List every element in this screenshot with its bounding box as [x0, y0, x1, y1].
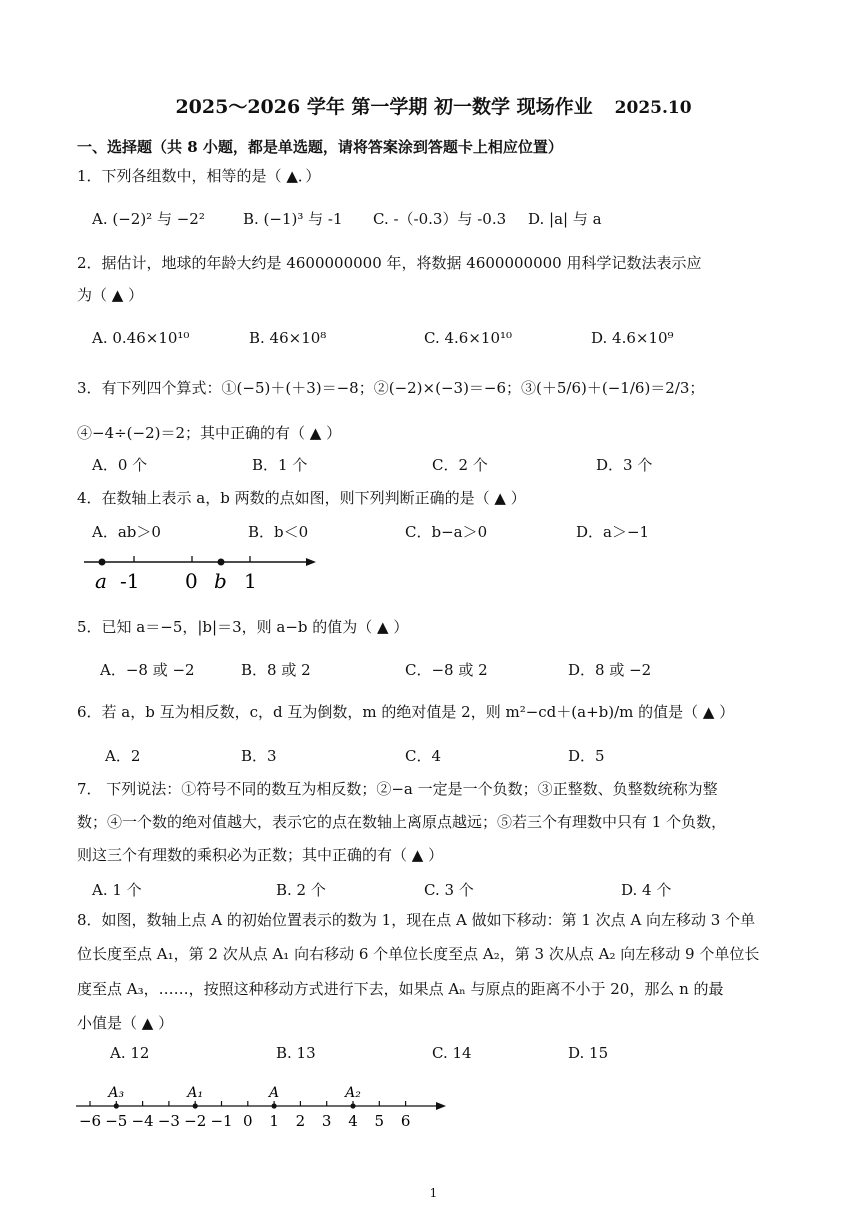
q4-point-a: [99, 559, 106, 566]
q6-option-d: D．5: [568, 747, 605, 765]
q4-option-a: A．ab＞0: [92, 523, 161, 541]
q8-tick-label: 6: [400, 1112, 411, 1130]
page-number: 1: [429, 1186, 438, 1200]
q8-tick-label: 3: [321, 1112, 332, 1130]
q3-option-a: A．0 个: [92, 456, 148, 474]
q2-option-b: B. 46×10⁸: [249, 329, 327, 347]
q8-tick-label: 5: [374, 1112, 385, 1130]
q2-stem-line2: 为（ ▲ ）: [77, 286, 144, 304]
q8-point: [272, 1103, 277, 1108]
q4-option-d: D．a＞−1: [576, 523, 650, 541]
q3-option-d: D．3 个: [596, 456, 653, 474]
q8-stem-line1: 8．如图，数轴上点 A 的初始位置表示的数为 1，现在点 A 做如下移动：第 1 次点 A 向左移动 3 个单: [77, 911, 756, 929]
q4-label-b: b: [214, 569, 227, 593]
q4-label-zero: 0: [185, 569, 198, 593]
q8-tick-label: −5: [105, 1112, 128, 1130]
q8-stem-line2: 位长度至点 A₁，第 2 次从点 A₁ 向右移动 6 个单位长度至点 A₂，第 3 次从点 A₂ 向左移动 9 个单位长: [77, 945, 760, 963]
q8-point: [114, 1103, 119, 1108]
q4-option-c: C．b−a＞0: [405, 523, 488, 541]
q1-option-c: C. -（-0.3）与 -0.3: [373, 210, 507, 228]
q8-point-label: A₂: [345, 1085, 361, 1101]
q7-option-d: D. 4 个: [621, 881, 672, 899]
section-heading: 一、选择题（共 8 小题，都是单选题，请将答案涂到答题卡上相应位置）: [77, 138, 563, 156]
q8-option-b: B. 13: [276, 1044, 316, 1062]
q3-option-c: C．2 个: [432, 456, 488, 474]
q2-stem-line1: 2．据估计，地球的年龄大约是 4600000000 年，将数据 4600000000 用科学记数法表示应: [77, 254, 702, 272]
q4-stem: 4．在数轴上表示 a，b 两数的点如图，则下列判断正确的是（ ▲ ）: [77, 489, 526, 507]
q8-tick-label: 0: [243, 1112, 253, 1130]
q4-number-line: [84, 548, 324, 596]
q8-option-d: D. 15: [568, 1044, 609, 1062]
q6-stem: 6．若 a，b 互为相反数，c，d 互为倒数，m 的绝对值是 2，则 m²−cd＋(a+b)/m 的值是（ ▲ ）: [77, 703, 735, 721]
q7-option-a: A. 1 个: [92, 881, 142, 899]
q8-option-c: C. 14: [432, 1044, 472, 1062]
q8-tick-label: 1: [269, 1112, 279, 1130]
q1-stem: 1．下列各组数中，相等的是（ ▲．）: [77, 167, 321, 185]
q8-point: [193, 1103, 198, 1108]
q4-label-neg1: -1: [120, 569, 140, 593]
q5-option-b: B．8 或 2: [241, 661, 311, 679]
q8-point-label: A₁: [187, 1085, 204, 1101]
q5-option-c: C．−8 或 2: [405, 661, 488, 679]
q3-stem-line2: ④−4÷(−2)＝2；其中正确的有（ ▲ ）: [77, 424, 342, 442]
exam-date: 2025.10: [614, 98, 692, 118]
q6-option-a: A．2: [105, 747, 141, 765]
q8-tick-label: 4: [348, 1112, 358, 1130]
q8-tick-label: −2: [184, 1112, 207, 1130]
q4-option-b: B．b＜0: [248, 523, 309, 541]
q6-option-c: C．4: [405, 747, 442, 765]
q1-option-b: B. (−1)³ 与 -1: [243, 210, 343, 228]
q7-stem-line2: 数；④一个数的绝对值越大，表示它的点在数轴上离原点越远；⑤若三个有理数中只有 1 个负数，: [77, 813, 727, 831]
q8-point: [350, 1103, 355, 1108]
q7-stem-line3: 则这三个有理数的乘积必为正数；其中正确的有（ ▲ ）: [77, 846, 444, 864]
q1-option-a: A. (−2)² 与 −2²: [92, 210, 205, 228]
q4-point-b: [218, 559, 225, 566]
q1-option-d: D. |a| 与 a: [528, 210, 602, 228]
q8-stem-line4: 小值是（ ▲ ）: [77, 1014, 174, 1032]
q7-option-c: C. 3 个: [424, 881, 474, 899]
q8-tick-label: −1: [210, 1112, 233, 1130]
q7-stem-line1: 7． 下列说法：①符号不同的数互为相反数；②−a 一定是一个负数；③正整数、负整数统称为整: [77, 780, 718, 798]
q8-tick-label: −6: [78, 1112, 102, 1130]
q8-number-line: [74, 1078, 454, 1134]
q4-label-one: 1: [244, 569, 257, 593]
q8-point-label: A: [269, 1085, 280, 1101]
q2-option-a: A. 0.46×10¹⁰: [92, 329, 190, 347]
q4-label-a: a: [95, 569, 107, 593]
q5-option-d: D．8 或 −2: [568, 661, 652, 679]
q8-tick-label: −3: [157, 1112, 180, 1130]
q5-option-a: A．−8 或 −2: [100, 661, 195, 679]
q2-option-d: D. 4.6×10⁹: [591, 329, 674, 347]
q8-tick-label: −4: [131, 1112, 154, 1130]
page-title: 2025～2026 学年 第一学期 初一数学 现场作业 2025.10: [175, 96, 692, 118]
q7-option-b: B. 2 个: [276, 881, 326, 899]
q3-stem-line1: 3．有下列四个算式：①(−5)＋(＋3)＝−8；②(−2)×(−3)＝−6；③(＋5/6)＋(−1/6)＝2/3；: [77, 379, 705, 397]
q6-option-b: B．3: [241, 747, 277, 765]
q8-point-label: A₃: [108, 1085, 125, 1101]
q8-stem-line3: 度至点 A₃，……，按照这种移动方式进行下去，如果点 Aₙ 与原点的距离不小于 20，那么 n 的最: [77, 980, 724, 998]
q2-option-c: C. 4.6×10¹⁰: [424, 329, 513, 347]
q8-option-a: A. 12: [110, 1044, 150, 1062]
q3-option-b: B．1 个: [252, 456, 308, 474]
q8-tick-label: 2: [295, 1112, 306, 1130]
q5-stem: 5．已知 a＝−5，|b|＝3，则 a−b 的值为（ ▲ ）: [77, 618, 409, 636]
